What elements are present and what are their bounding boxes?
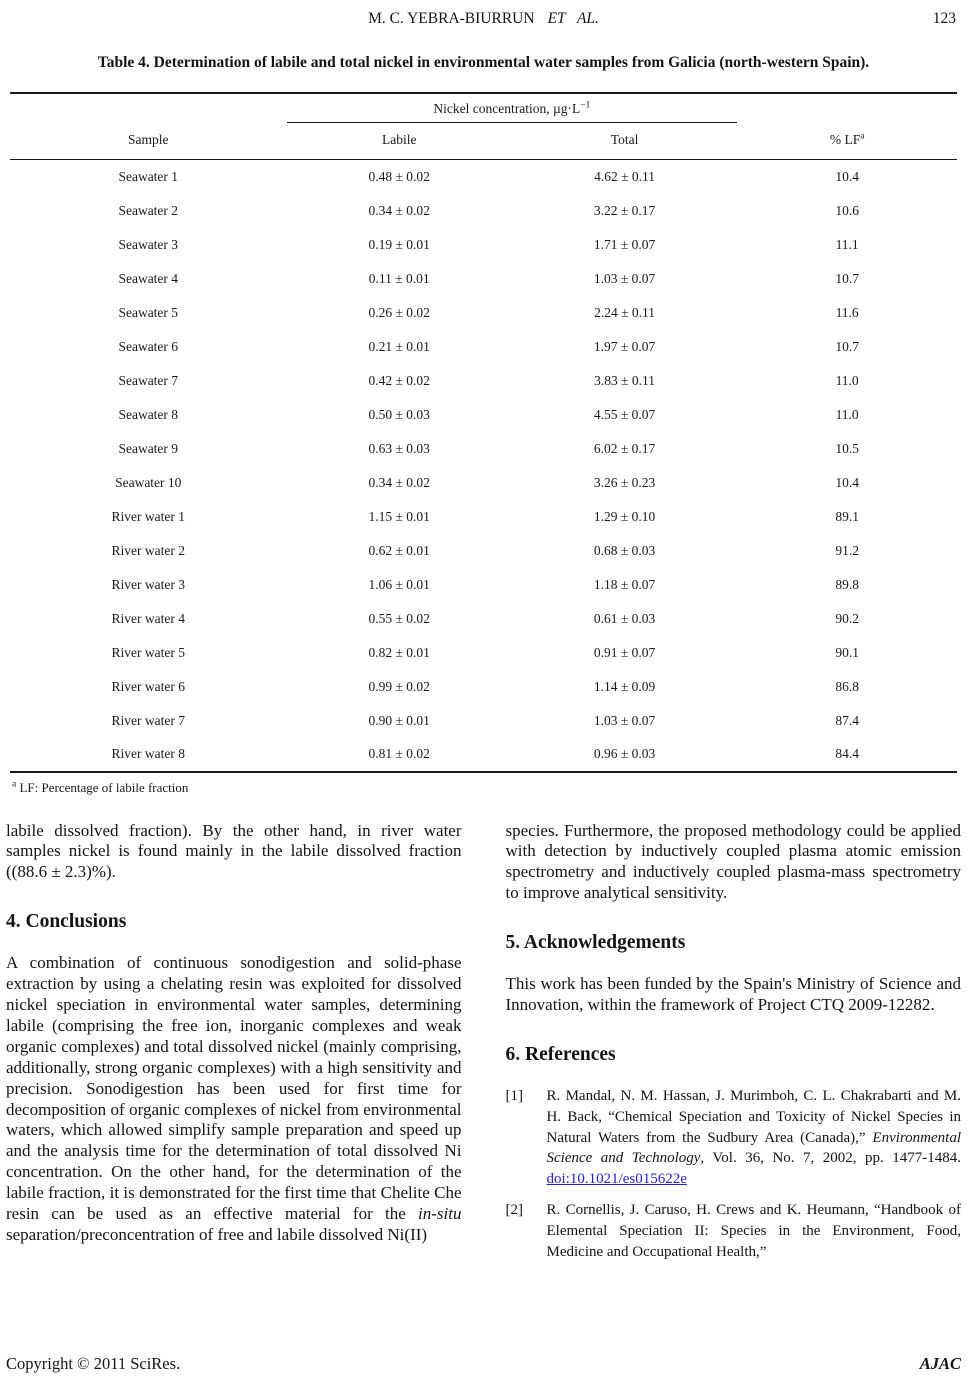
cell-lf: 11.6 <box>835 304 859 320</box>
cell-total: 1.03 ± 0.07 <box>593 270 656 286</box>
table-row <box>10 738 957 772</box>
cell-labile: 0.55 ± 0.02 <box>368 610 430 626</box>
cell-labile: 0.90 ± 0.01 <box>368 712 430 728</box>
cell-labile: 1.15 ± 0.01 <box>368 508 430 524</box>
column-header-total: Total <box>512 123 737 160</box>
cell-sample: Seawater 2 <box>118 202 179 218</box>
cell-labile: 0.62 ± 0.01 <box>368 542 430 558</box>
table-row <box>10 296 957 330</box>
continuation-paragraph: species. Furthermore, the proposed methodology could be applied with detection by inductively coupled plasma atomic emission spectrometry and inductively coupled plasma-mass spectrometry to improve analytical sensitivity. <box>505 820 961 903</box>
reference-item-2 <box>506 1200 962 1262</box>
footnote-superscript: a <box>12 779 17 790</box>
reference-journal-name: Environmental Science and Technology <box>546 1129 961 1167</box>
column-header-sample: Sample <box>10 123 287 160</box>
reference-citation-tail: , Vol. 36, No. 7, 2002, pp. 1477-1484. <box>700 1150 962 1167</box>
table-row <box>10 466 957 500</box>
table-row <box>10 704 957 738</box>
cell-sample: Seawater 7 <box>118 372 179 388</box>
table-row <box>10 160 957 194</box>
table-row <box>10 432 957 466</box>
group-header-superscript: −1 <box>580 100 591 111</box>
cell-total: 0.96 ± 0.03 <box>593 746 656 761</box>
cell-lf: 10.7 <box>835 270 859 286</box>
cell-sample: Seawater 3 <box>118 236 179 252</box>
cell-lf: 90.1 <box>835 644 859 660</box>
table-caption: Table 4. Determination of labile and total nickel in environmental water samples from Galicia (north-western Spain). <box>97 54 870 71</box>
cell-lf: 10.4 <box>835 474 859 490</box>
cell-total: 1.03 ± 0.07 <box>593 712 656 728</box>
table-row <box>10 500 957 534</box>
cell-labile: 0.82 ± 0.01 <box>368 644 430 660</box>
cell-total: 2.24 ± 0.11 <box>594 304 656 320</box>
cell-total: 3.26 ± 0.23 <box>593 474 656 490</box>
conclusions-heading: 4. Conclusions <box>6 911 127 933</box>
footnote-text: LF: Percentage of labile fraction <box>16 779 189 795</box>
table-footnote <box>12 780 962 796</box>
journal-abbreviation: AJAC <box>919 1354 961 1373</box>
cell-sample: Seawater 1 <box>118 168 179 184</box>
table-row <box>10 364 957 398</box>
cell-labile: 0.19 ± 0.01 <box>368 236 430 252</box>
cell-lf: 89.8 <box>835 576 859 592</box>
cell-labile: 0.50 ± 0.03 <box>368 406 430 422</box>
cell-total: 4.55 ± 0.07 <box>593 406 656 422</box>
conclusions-italic-insitu: in-situ <box>418 1204 462 1224</box>
cell-sample: Seawater 8 <box>118 406 179 422</box>
cell-total: 0.61 ± 0.03 <box>593 610 656 626</box>
cell-sample: Seawater 5 <box>118 304 179 320</box>
cell-sample: River water 6 <box>111 678 185 694</box>
reference-number: [2] <box>505 1201 523 1218</box>
cell-labile: 0.26 ± 0.02 <box>368 304 430 320</box>
cell-total: 4.62 ± 0.11 <box>594 168 656 184</box>
cell-lf: 11.0 <box>835 372 859 388</box>
conclusions-text: A combination of continuous sonodigestion and solid-phase extraction by using a chelating resin was exploited for dissolved nickel speciation in environmental water samples, determining labile (comprising the free ion, inorganic complexes and weak organic complexes) and total dissolved nickel (mainly comprising, additionally, strong organic complexes) with a high sensitivity and precision. Sonodigestion has been used for first time for decomposition of organic complexes of nickel from environmental waters, which allowed simplify sample preparation and speed up and the analysis time for the determination of total dissolved Ni concentration. On the other hand, for the determination of the labile fraction, it is demonstrated for the first time that Chelite Che resin can be used as an effective material for the <box>6 953 462 1224</box>
empty-cell <box>10 93 287 123</box>
table-row <box>10 670 957 704</box>
cell-labile: 0.99 ± 0.02 <box>368 678 430 694</box>
cell-total: 1.97 ± 0.07 <box>593 338 656 354</box>
cell-lf: 90.2 <box>835 610 859 626</box>
conclusions-paragraph <box>6 953 462 1246</box>
references-heading: 6. References <box>505 1043 616 1065</box>
cell-total: 1.29 ± 0.10 <box>593 508 656 524</box>
cell-total: 1.71 ± 0.07 <box>593 236 656 252</box>
reference-item-1 <box>506 1086 962 1190</box>
cell-sample: Seawater 10 <box>115 474 182 490</box>
cell-sample: River water 7 <box>111 712 185 728</box>
running-head <box>5 10 962 30</box>
cell-total: 6.02 ± 0.17 <box>593 440 656 456</box>
cell-lf: 91.2 <box>835 542 859 558</box>
column-header-lf-label: % LF <box>829 131 861 147</box>
doi-link[interactable]: doi:10.1021/es015622e <box>546 1171 687 1188</box>
group-header-nickel-concentration <box>287 93 738 123</box>
cell-lf: 11.1 <box>835 236 859 252</box>
table-row <box>10 398 957 432</box>
copyright-notice: Copyright © 2011 SciRes. <box>6 1354 181 1373</box>
empty-cell <box>737 93 957 123</box>
reference-text <box>547 1086 962 1190</box>
reference-number: [1] <box>505 1087 523 1104</box>
page-number: 123 <box>932 10 956 27</box>
running-head-authors: M. C. YEBRA-BIURRUN <box>368 10 535 27</box>
body-columns <box>5 820 962 1263</box>
cell-labile: 0.81 ± 0.02 <box>368 746 430 761</box>
cell-sample: River water 3 <box>111 576 185 592</box>
cell-sample: River water 5 <box>111 644 185 660</box>
table-row <box>10 602 957 636</box>
cell-lf: 11.0 <box>835 406 859 422</box>
cell-labile: 0.42 ± 0.02 <box>368 372 430 388</box>
cell-labile: 0.34 ± 0.02 <box>368 474 430 490</box>
cell-labile: 0.63 ± 0.03 <box>368 440 430 456</box>
cell-sample: River water 8 <box>111 746 185 761</box>
cell-sample: River water 2 <box>111 542 185 558</box>
cell-sample: River water 4 <box>111 610 185 626</box>
cell-total: 1.14 ± 0.09 <box>593 678 656 694</box>
table-body <box>10 160 957 772</box>
table-row <box>10 636 957 670</box>
table-row <box>10 568 957 602</box>
cell-total: 3.22 ± 0.17 <box>593 202 656 218</box>
cell-total: 3.83 ± 0.11 <box>594 372 656 388</box>
column-header-lf <box>737 123 957 160</box>
running-head-etal: ET AL. <box>547 10 599 27</box>
column-header-lf-superscript: a <box>860 131 865 142</box>
cell-sample: Seawater 9 <box>118 440 179 456</box>
table-row <box>10 194 957 228</box>
cell-labile: 0.21 ± 0.01 <box>368 338 430 354</box>
table-row <box>10 330 957 364</box>
cell-sample: Seawater 4 <box>118 270 179 286</box>
cell-labile: 0.48 ± 0.02 <box>368 168 430 184</box>
intro-paragraph: labile dissolved fraction). By the other hand, in river water samples nickel is found mainly in the labile dissolved fraction ((88.6 ± 2.3)%). <box>6 820 462 882</box>
cell-lf: 89.1 <box>835 508 859 524</box>
left-column <box>6 820 462 1263</box>
acknowledgements-paragraph: This work has been funded by the Spain's Ministry of Science and Innovation, within the framework of Project CTQ 2009-12282. <box>505 974 961 1015</box>
table-row <box>10 262 957 296</box>
cell-total: 1.18 ± 0.07 <box>593 576 656 592</box>
nickel-table <box>10 92 957 773</box>
table-row <box>10 534 957 568</box>
cell-lf: 10.6 <box>835 202 859 218</box>
table-group-header-row <box>10 93 957 123</box>
cell-lf: 84.4 <box>835 746 859 761</box>
table-head <box>10 93 957 160</box>
cell-labile: 0.11 ± 0.01 <box>368 270 430 286</box>
reference-citation-text: R. Mandal, N. M. Hassan, J. Murimboh, C. L. Chakrabarti and M. H. Back, “Chemical Speciation and Toxicity of Nickel Species in Natural Waters from the Sudbury Area (Canada),” <box>546 1087 961 1146</box>
cell-lf: 86.8 <box>835 678 859 694</box>
reference-text: R. Cornellis, J. Caruso, H. Crews and K. Heumann, “Handbook of Elemental Speciation II: Species in the Environment, Food, Medicine and Occupational Health,” <box>546 1201 961 1260</box>
cell-labile: 1.06 ± 0.01 <box>368 576 430 592</box>
cell-lf: 10.5 <box>835 440 859 456</box>
conclusions-text-end: separation/preconcentration of free and labile dissolved Ni(II) <box>6 1225 428 1244</box>
cell-lf: 10.4 <box>835 168 859 184</box>
table-column-header-row <box>10 123 957 160</box>
page-footer <box>6 1354 961 1374</box>
group-header-label: Nickel concentration, µg·L <box>433 101 581 116</box>
cell-total: 0.91 ± 0.07 <box>593 644 656 660</box>
cell-lf: 10.7 <box>835 338 859 354</box>
column-header-labile: Labile <box>287 123 512 160</box>
cell-sample: Seawater 6 <box>118 338 179 354</box>
cell-total: 0.68 ± 0.03 <box>593 542 656 558</box>
references-list <box>506 1086 962 1262</box>
table-row <box>10 228 957 262</box>
cell-lf: 87.4 <box>835 712 859 728</box>
cell-labile: 0.34 ± 0.02 <box>368 202 430 218</box>
acknowledgements-heading: 5. Acknowledgements <box>505 932 686 954</box>
cell-sample: River water 1 <box>111 508 185 524</box>
right-column <box>506 820 962 1263</box>
